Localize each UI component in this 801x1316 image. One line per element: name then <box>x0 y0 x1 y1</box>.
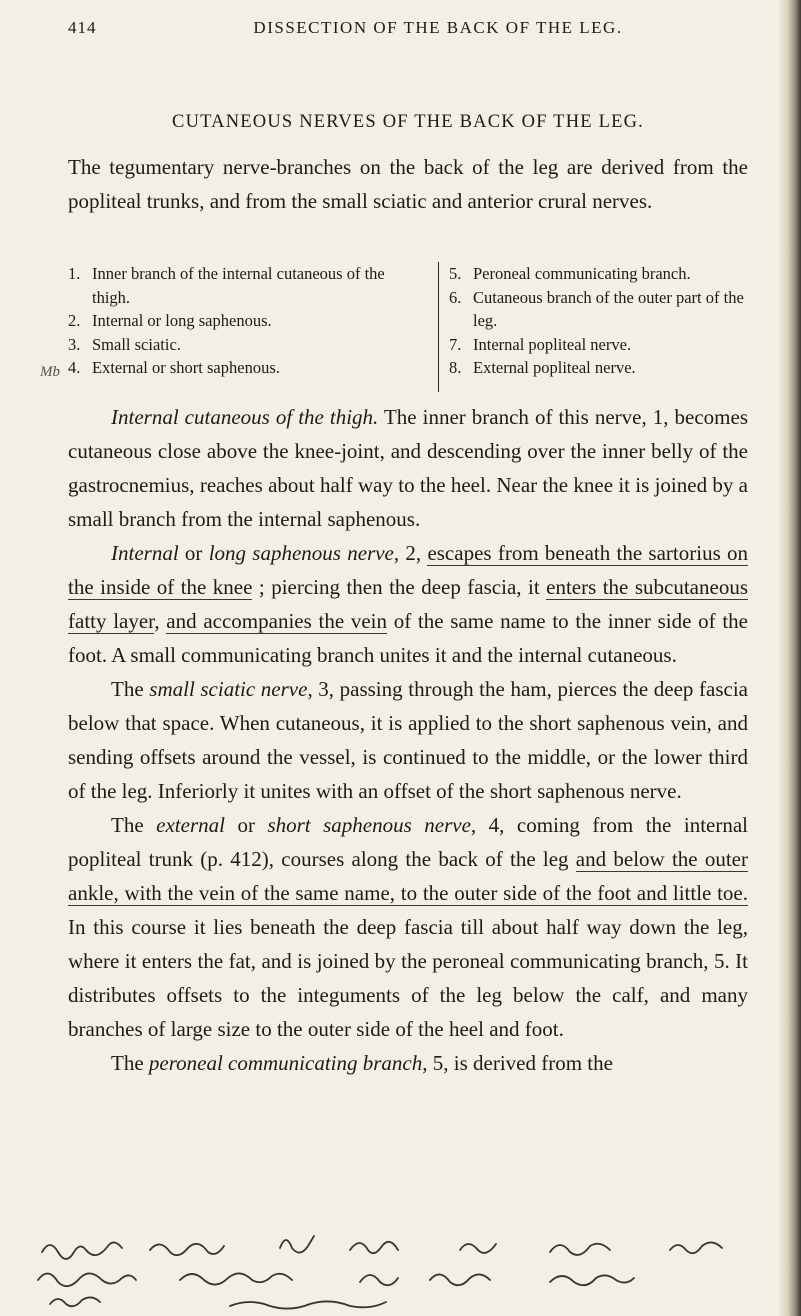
legend-item: 3. Small sciatic. <box>68 334 181 354</box>
legend-item: 5. Peroneal communicating branch. <box>449 264 691 283</box>
legend-left-column <box>68 262 439 392</box>
running-title: DISSECTION OF THE BACK OF THE LEG. <box>253 18 623 37</box>
intro-paragraph: The tegumentary nerve-branches on the back of the leg are derived from the popliteal trunks, and from the small sciatic and anterior crural nerves. <box>68 155 748 213</box>
page-number: 414 <box>68 18 97 37</box>
underlined-text: and accompanies the vein <box>166 609 388 633</box>
underlined-text: and below the outer ankle, with the vein of the same name, to the outer side of the foot and little toe. <box>68 847 748 905</box>
paragraph-small-sciatic: The small sciatic nerve, 3, passing through the ham, pierces the deep fascia below that space. When cutaneous, it is applied to the short saphenous vein, and sending offsets around the vessel, is continued to the middle, or the lower third of the leg. Inferiorly it unites with an offset of the short saphenous nerve. <box>68 677 748 803</box>
paragraph-short-saphenous: The external or short saphenous nerve, 4, coming from the internal popliteal trunk (p. 412), courses along the back of the leg and below the outer ankle, with the vein of the same name, to the outer side of the foot and little toe. In this course it lies beneath the deep fascia till about half way down the leg, where it enters the fat, and is joined by the peroneal communicating branch, 5. It distributes offsets to the integuments of the leg below the calf, and many branches of large size to the outer side of the heel and foot. <box>68 813 748 1041</box>
legend-item: 7. Internal popliteal nerve. <box>449 334 632 354</box>
body-text <box>68 400 748 1080</box>
section-title: CUTANEOUS NERVES OF THE BACK OF THE LEG. <box>172 112 644 132</box>
legend-item: 8. External popliteal nerve. <box>449 358 636 377</box>
legend-item: 6. Cutaneous branch of the outer part of the leg. <box>449 287 744 330</box>
underlined-text: escapes from beneath the sartorius on the inside of the knee <box>68 541 749 599</box>
legend-right-column <box>449 262 754 380</box>
legend-item: 2. Internal or long saphenous. <box>68 311 272 330</box>
paragraph-long-saphenous: Internal or long saphenous nerve, 2, escapes from beneath the sartorius on the inside of the knee ; piercing then the deep fascia, it enters the subcutaneous fatty layer, and accompanies the vein of the same name to the inner side of the foot. A small communicating branch unites it and the internal cutaneous. <box>68 541 749 667</box>
legend-item: 1. Inner branch of the internal cutaneous of the thigh. <box>68 264 385 307</box>
underlined-text: enters the subcutaneous fatty layer <box>68 575 748 633</box>
paragraph-internal-cutaneous: Internal cutaneous of the thigh. The inner branch of this nerve, 1, becomes cutaneous close above the knee-joint, and descending over the inner belly of the gastrocnemius, reaches about half way to the heel. Near the knee it is joined by a small branch from the internal saphenous. <box>68 405 748 531</box>
legend-item: 4. External or short saphenous. <box>68 358 280 377</box>
figure-legend <box>68 262 758 400</box>
handwritten-annotation <box>30 1230 770 1312</box>
running-header <box>68 18 748 48</box>
margin-annotation: Mb <box>40 364 60 380</box>
page-binding-shadow <box>779 0 801 1316</box>
paragraph-peroneal-communicating: The peroneal communicating branch, 5, is derived from the <box>111 1051 613 1075</box>
